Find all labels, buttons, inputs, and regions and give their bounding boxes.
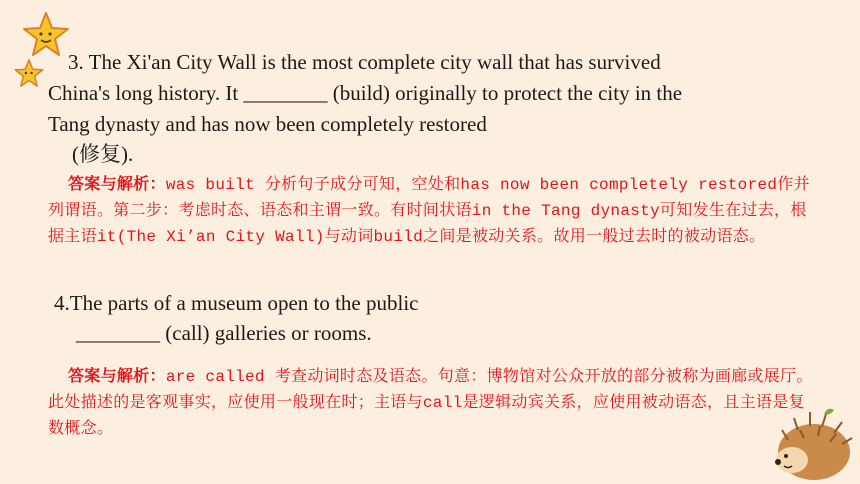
answer-3-text: was built 分析句子成分可知，空处和has now been completely restored作并列谓语。第二步：考虑时态、语态和主谓一致。有时间状语in the Tang dynasty可知发生在过去，根据主语it(The Xi’an City Wall)与动词build之间是被动关系。故用一般过去时的被动语态。: [48, 176, 810, 246]
large-star-icon: [22, 10, 70, 58]
question-4-line-2: ________ (call) galleries or rooms.: [76, 321, 372, 345]
answer-4: [48, 363, 816, 442]
answer-4-text: are called 考查动词时态及语态。句意：博物馆对公众开放的部分被称为画廊或展厅。此处描述的是客观事实，应使用一般现在时；主语与call是逻辑动宾关系，应使用被动语态，且主语是复数概念。: [48, 368, 813, 438]
question-3-line-3: Tang dynasty and has now been completely restored: [48, 112, 487, 136]
hedgehog-icon: [768, 400, 856, 482]
question-3-line-1: 3. The Xi'an City Wall is the most complete city wall that has survived: [68, 50, 661, 74]
answer-3-label: 答案与解析：: [68, 174, 166, 193]
question-3-line-4: (修复).: [72, 142, 134, 166]
question-4-line-1: 4.The parts of a museum open to the public: [54, 291, 419, 315]
answer-3: [48, 171, 816, 250]
small-star-icon: [14, 58, 44, 88]
question-3-line-2: China's long history. It ________ (build) originally to protect the city in the: [48, 81, 683, 105]
answer-4-label: 答案与解析：: [68, 366, 166, 385]
